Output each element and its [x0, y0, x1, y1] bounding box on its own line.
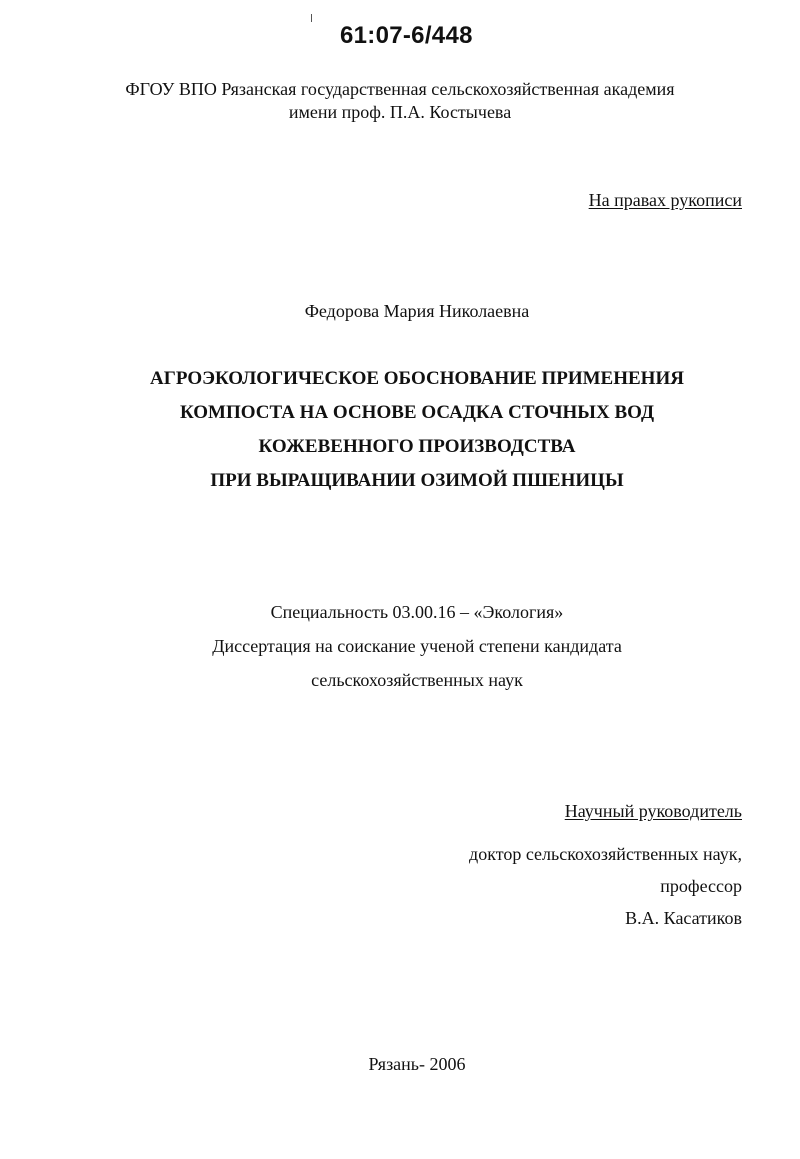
organization-line-1: ФГОУ ВПО Рязанская государственная сельскохозяйственная академия [125, 79, 675, 99]
archive-code: 61:07-6/448 [340, 22, 473, 49]
supervisor-heading: Научный руководитель [564, 801, 742, 821]
title-line-1: АГРОЭКОЛОГИЧЕСКОЕ ОБОСНОВАНИЕ ПРИМЕНЕНИЯ [150, 368, 684, 389]
specialty-line: Специальность 03.00.16 – «Экология» [270, 602, 564, 622]
author-name: Федорова Мария Николаевна [304, 301, 530, 321]
title-line-4: ПРИ ВЫРАЩИВАНИИ ОЗИМОЙ ПШЕНИЦЫ [210, 470, 624, 491]
dissertation-line: Диссертация на соискание ученой степени кандидата [212, 636, 622, 656]
manuscript-note: На правах рукописи [588, 190, 742, 210]
degree-field-line: сельскохозяйственных наук [311, 670, 523, 690]
organization-line-2: имени проф. П.А. Костычева [288, 102, 512, 122]
title-line-2: КОМПОСТА НА ОСНОВЕ ОСАДКА СТОЧНЫХ ВОД [179, 402, 655, 423]
supervisor-name: В.А. Касатиков [625, 908, 742, 928]
title-line-3: КОЖЕВЕННОГО ПРОИЗВОДСТВА [258, 436, 576, 457]
supervisor-degree: доктор сельскохозяйственных наук, [469, 844, 742, 864]
city-year: Рязань- 2006 [368, 1054, 466, 1074]
supervisor-rank: профессор [660, 876, 742, 896]
scan-mark [311, 14, 312, 22]
